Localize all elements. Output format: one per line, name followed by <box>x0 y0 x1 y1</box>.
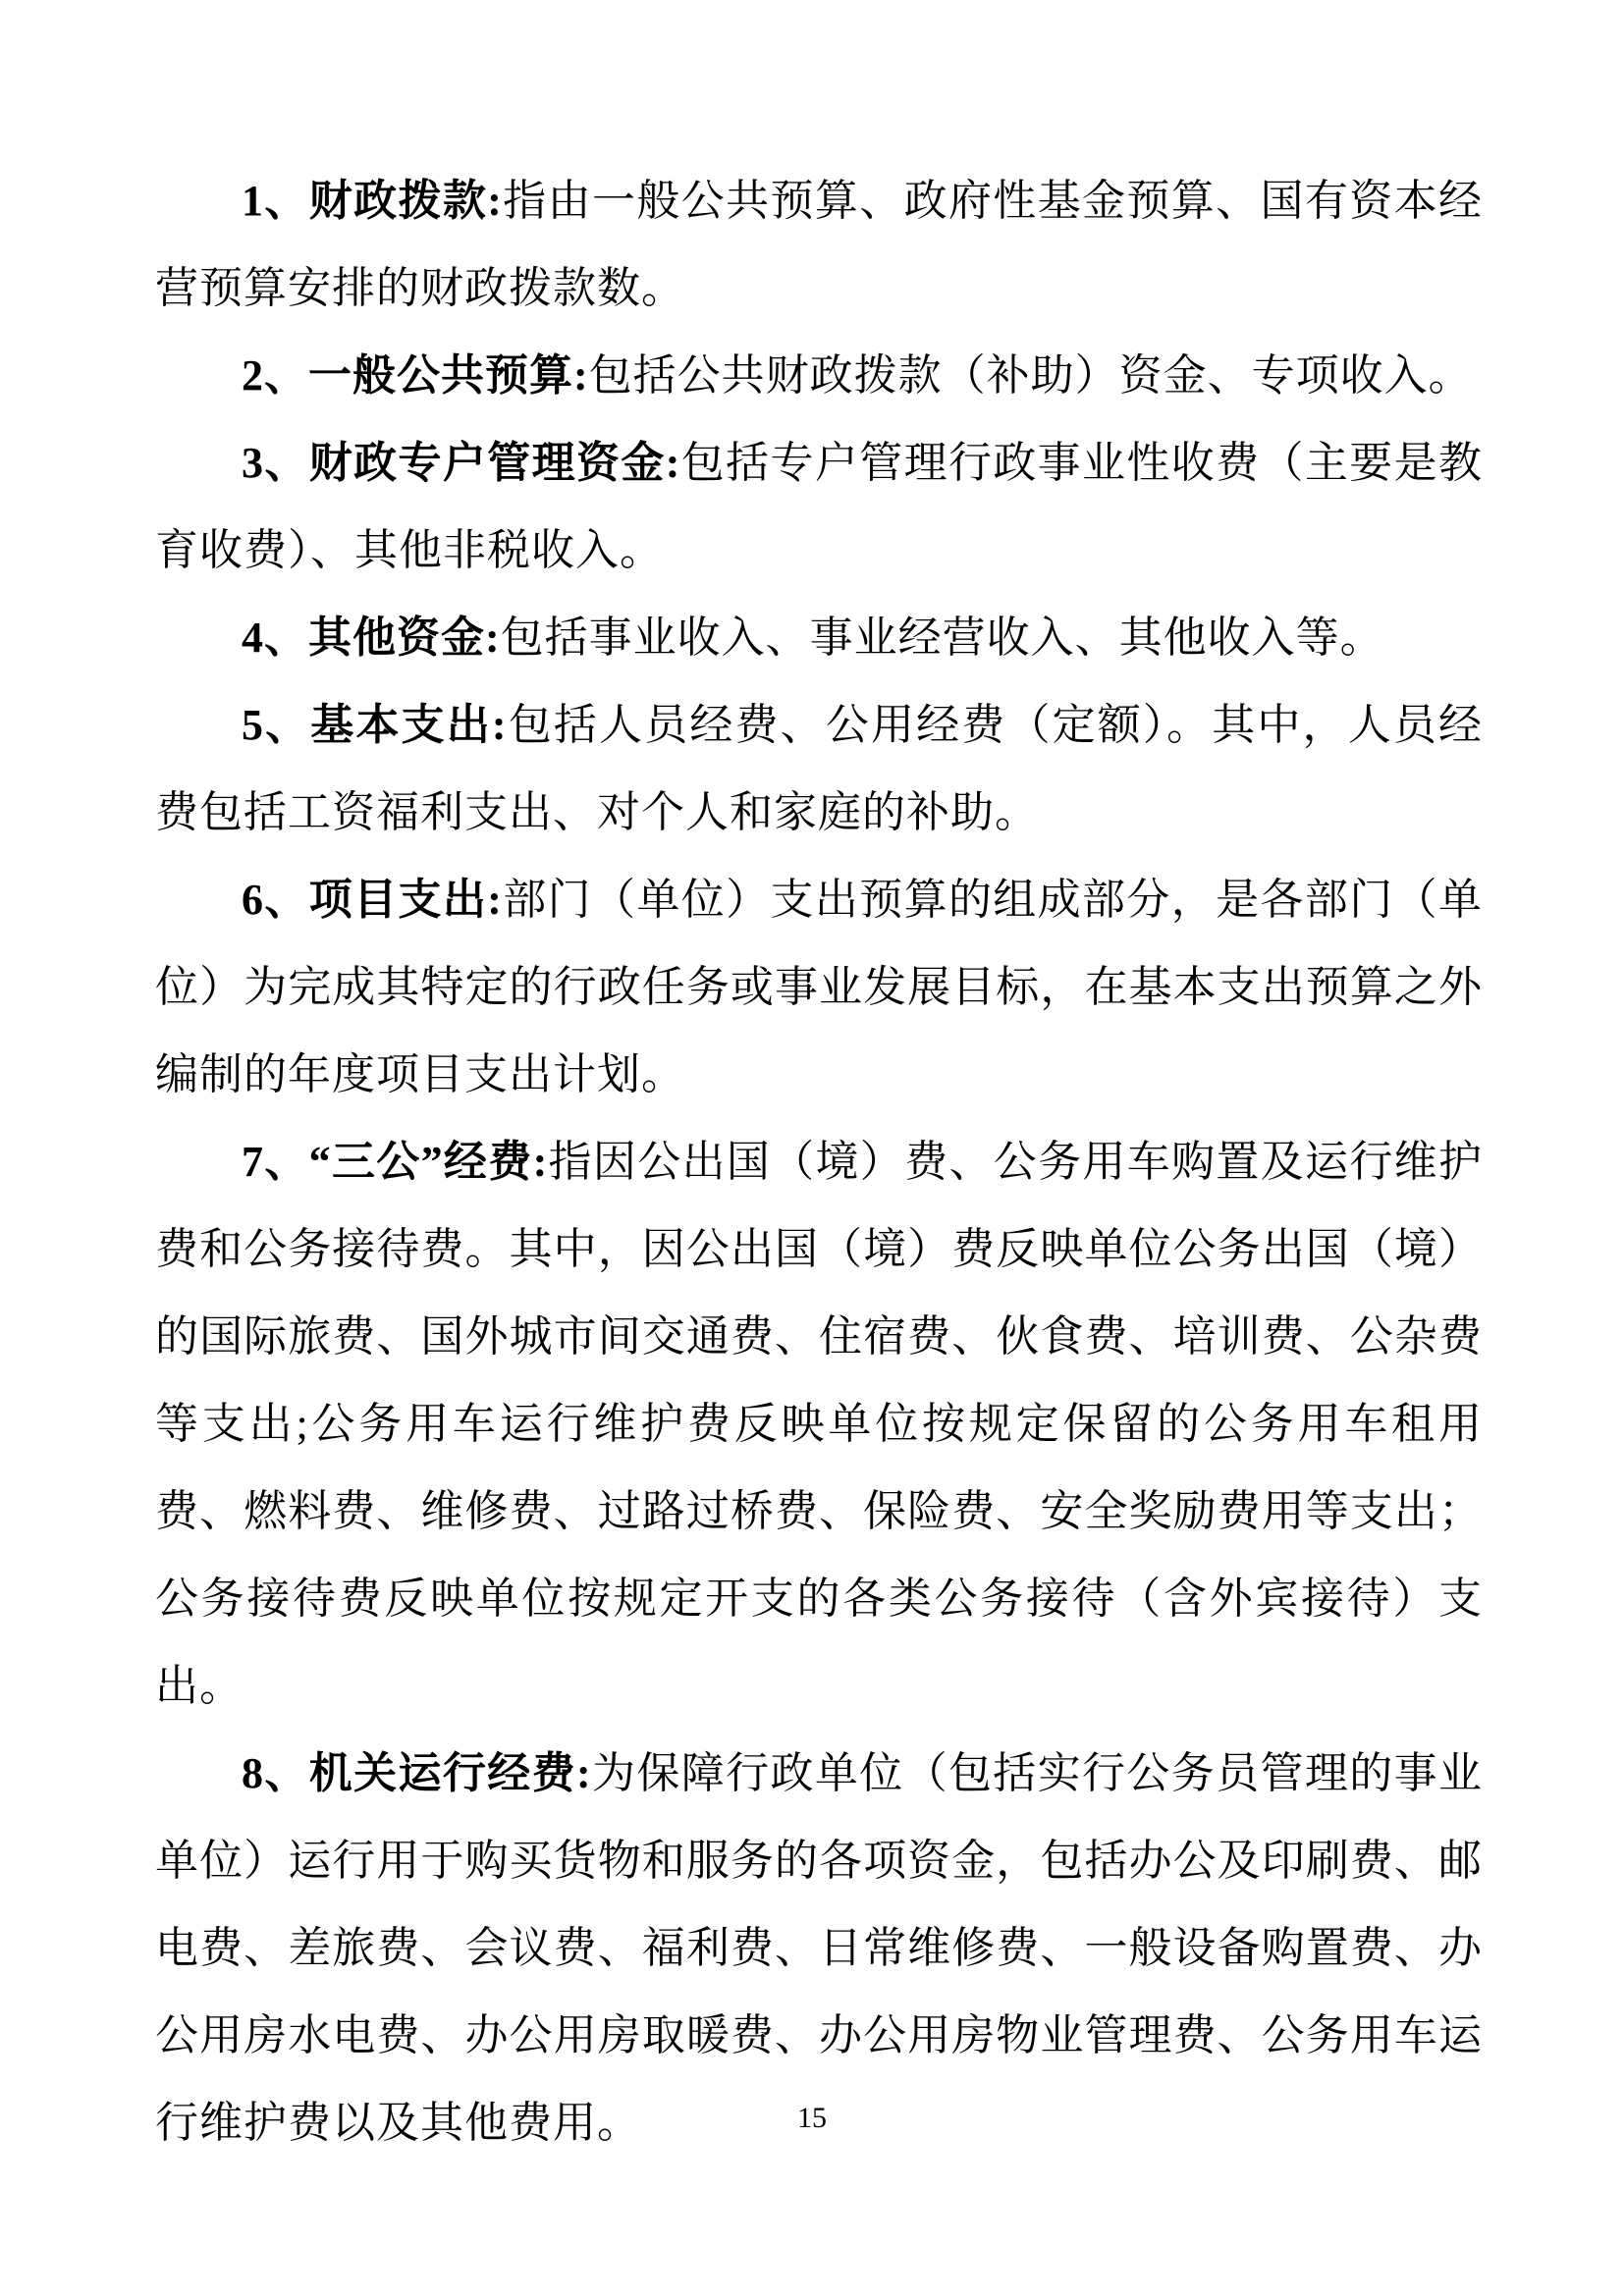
term-6-definition: 部门（单位）支出预算的组成部分，是各部门（单位）为完成其特定的行政任务或事业发展目标，在基本支出预算之外编制的年度项目支出计划。 <box>155 876 1484 1098</box>
term-7-definition: 指因公出国（境）费、公务用车购置及运行维护费和公务接待费。其中，因公出国（境）费反映单位公务出国（境）的国际旅费、国外城市间交通费、住宿费、伙食费、培训费、公杂费等支出;公务用车运行维护费反映单位按规定保留的公务用车租用费、燃料费、维修费、过路过桥费、保险费、安全奖励费用等支出；公务接待费反映单位按规定开支的各类公务接待（含外宾接待）支出。 <box>155 1138 1483 1710</box>
term-8-label: 8、机关运行经费: <box>242 1749 592 1797</box>
definition-paragraph-2 <box>155 332 1483 419</box>
term-3-definition: 包括专户管理行政事业性收费（主要是教育收费）、其他非税收入。 <box>155 439 1484 574</box>
definition-paragraph-7 <box>155 1118 1483 1730</box>
term-4-label: 4、其他资金: <box>242 614 501 662</box>
definition-paragraph-5 <box>155 681 1483 856</box>
term-2-label: 2、一般公共预算: <box>242 351 589 400</box>
term-1-label: 1、财政拨款: <box>242 177 503 225</box>
definition-paragraph-4 <box>155 594 1483 681</box>
definition-paragraph-6 <box>155 856 1483 1118</box>
term-8-definition: 为保障行政单位（包括实行公务员管理的事业单位）运行用于购买货物和服务的各项资金，包括办公及印刷费、邮电费、差旅费、会议费、福利费、日常维修费、一般设备购置费、办公用房水电费、办公用房取暖费、办公用房物业管理费、公务用车运行维护费以及其他费用。 <box>155 1749 1483 2147</box>
term-2-definition: 包括公共财政拨款（补助）资金、专项收入。 <box>588 351 1473 400</box>
term-3-label: 3、财政专户管理资金: <box>242 439 681 487</box>
term-1-definition: 指由一般公共预算、政府性基金预算、国有资本经营预算安排的财政拨款数。 <box>155 177 1484 312</box>
page-number: 15 <box>797 2102 827 2134</box>
term-5-definition: 包括人员经费、公用经费（定额）。其中，人员经费包括工资福利支出、对个人和家庭的补助。 <box>155 701 1484 836</box>
document-body <box>155 157 1483 2166</box>
term-7-label: 7、“三公”经费: <box>242 1138 549 1186</box>
definition-paragraph-3 <box>155 419 1483 594</box>
term-6-label: 6、项目支出: <box>242 876 503 924</box>
term-4-definition: 包括事业收入、事业经营收入、其他收入等。 <box>500 614 1384 662</box>
definition-paragraph-1 <box>155 157 1483 332</box>
term-5-label: 5、基本支出: <box>242 701 508 749</box>
